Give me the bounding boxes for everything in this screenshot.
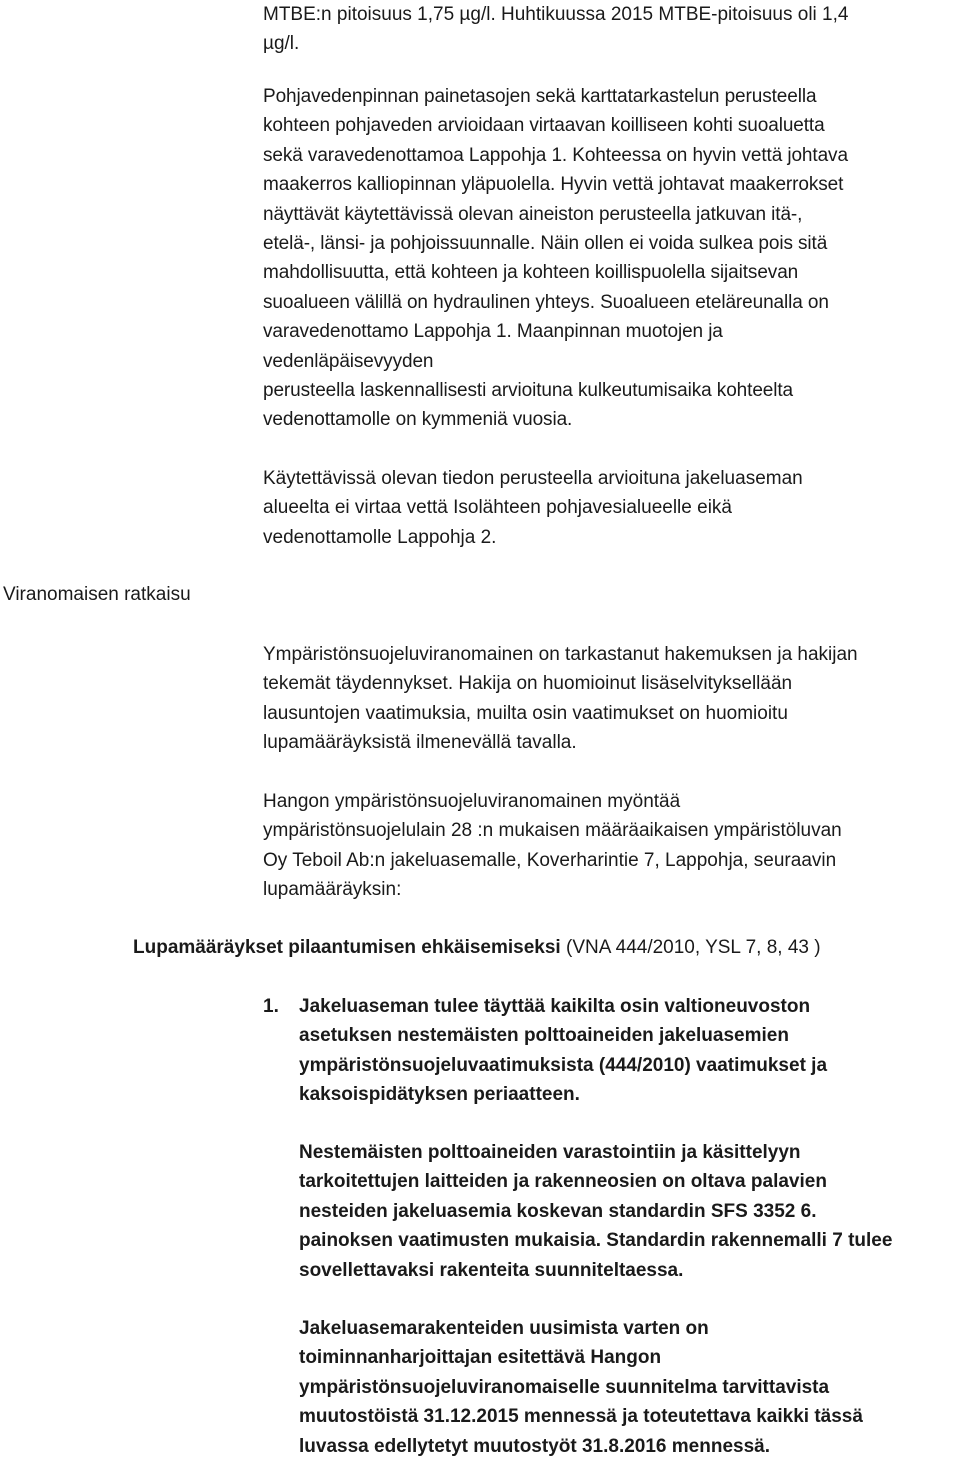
flow-note-paragraph [263, 464, 803, 552]
text-line: varavedenottamo Lappohja 1. Maanpinnan muotojen ja [263, 321, 723, 343]
text-line: ympäristönsuojelulain 28 :n mukaisen määräaikaisen ympäristöluvan [263, 820, 842, 842]
text-line: sovellettavaksi rakenteita suunniteltaessa. [299, 1259, 684, 1281]
text-line: alueelta ei virtaa vettä Isolähteen pohjavesialueelle eikä [263, 497, 732, 519]
text-line: näyttävät käytettävissä olevan aineiston perusteella jatkuvan itä-, [263, 203, 803, 225]
review-paragraph [263, 640, 858, 758]
text-line: perusteella laskennallisesti arvioituna kulkeutumisaika kohteelta [263, 380, 794, 402]
text-line: kohteen pohjaveden arvioidaan virtaavan koilliseen kohti suoaluetta [263, 115, 825, 137]
text-line: lupamääräyksin: [263, 879, 402, 901]
intro-paragraph [263, 0, 848, 59]
side-heading: Viranomaisen ratkaisu [3, 584, 191, 605]
text-line: luvassa edellytetyt muutostyöt 31.8.2016 mennessä. [299, 1435, 770, 1457]
text-line: vedenottamolle Lappohja 2. [263, 526, 497, 548]
text-line: nesteiden jakeluasemia koskevan standardin SFS 3352 6. [299, 1200, 817, 1222]
text-line: muutostöistä 31.12.2015 mennessä ja toteutettava kaikki tässä [299, 1406, 863, 1428]
text-line: sekä varavedenottamoa Lappohja 1. Kohteessa on hyvin vettä johtava [263, 144, 848, 166]
text-line: Ympäristönsuojeluviranomainen on tarkastanut hakemuksen ja hakijan [263, 644, 858, 665]
text-line: ympäristönsuojeluviranomaiselle suunnitelma tarvittavista [299, 1376, 830, 1398]
text-line: vedenottamolle on kymmeniä vuosia. [263, 409, 573, 431]
text-line: Käytettävissä olevan tiedon perusteella arvioituna jakeluaseman [263, 468, 803, 489]
text-line: maakerros kalliopinnan yläpuolella. Hyvin vettä johtavat maakerrokset [263, 174, 844, 196]
text-line: Pohjavedenpinnan painetasojen sekä karttatarkastelun perusteella [263, 86, 817, 107]
text-line: painoksen vaatimusten mukaisia. Standardin rakennemalli 7 tulee [299, 1230, 893, 1252]
text-line: toiminnanharjoittajan esitettävä Hangon [299, 1347, 662, 1369]
text-line: Jakeluaseman tulee täyttää kaikilta osin valtioneuvoston [299, 996, 811, 1017]
text-line: Nestemäisten polttoaineiden varastointiin ja käsittelyyn [299, 1142, 801, 1163]
list-item-requirement-2 [299, 1138, 892, 1285]
text-line: lupamääräyksistä ilmenevällä tavalla. [263, 732, 577, 754]
text-line: Hangon ympäristönsuojeluviranomainen myöntää [263, 791, 681, 812]
section-heading-title: Lupamääräykset pilaantumisen ehkäisemiseksi [133, 937, 561, 958]
text-line: Jakeluasemarakenteiden uusimista varten on [299, 1318, 709, 1339]
text-line: µg/l. [263, 33, 300, 55]
section-heading-reference: (VNA 444/2010, YSL 7, 8, 43 ) [560, 937, 821, 958]
text-line: asetuksen nestemäisten polttoaineiden jakeluasemien [299, 1025, 789, 1047]
section-heading [133, 933, 821, 962]
decision-paragraph [263, 787, 842, 905]
text-line: ympäristönsuojeluvaatimuksista (444/2010) vaatimukset ja [299, 1054, 828, 1076]
text-line: tarkoitettujen laitteiden ja rakenneosien on oltava palavien [299, 1171, 827, 1193]
text-line: vedenläpäisevyyden [263, 350, 434, 372]
list-item-requirement-3 [299, 1314, 863, 1461]
list-item-requirement-1 [299, 992, 827, 1110]
text-line: tekemät täydennykset. Hakija on huomioinut lisäselvityksellään [263, 673, 793, 695]
text-line: Oy Teboil Ab:n jakeluasemalle, Koverharintie 7, Lappohja, seuraavin [263, 849, 837, 871]
text-line: lausuntojen vaatimuksia, muilta osin vaatimukset on huomioitu [263, 702, 788, 724]
assessment-paragraph [263, 82, 848, 435]
text-line: mahdollisuutta, että kohteen ja kohteen koillispuolella sijaitsevan [263, 262, 799, 284]
text-line: kaksoispidätyksen periaatteen. [299, 1084, 580, 1106]
list-item-number: 1. [263, 996, 279, 1017]
text-line: suoalueen välillä on hydraulinen yhteys. Suoalueen eteläreunalla on [263, 291, 829, 313]
text-line: etelä-, länsi- ja pohjoissuunnalle. Näin ollen ei voida sulkea pois sitä [263, 233, 828, 255]
text-line: MTBE:n pitoisuus 1,75 µg/l. Huhtikuussa 2015 MTBE-pitoisuus oli 1,4 [263, 4, 849, 25]
